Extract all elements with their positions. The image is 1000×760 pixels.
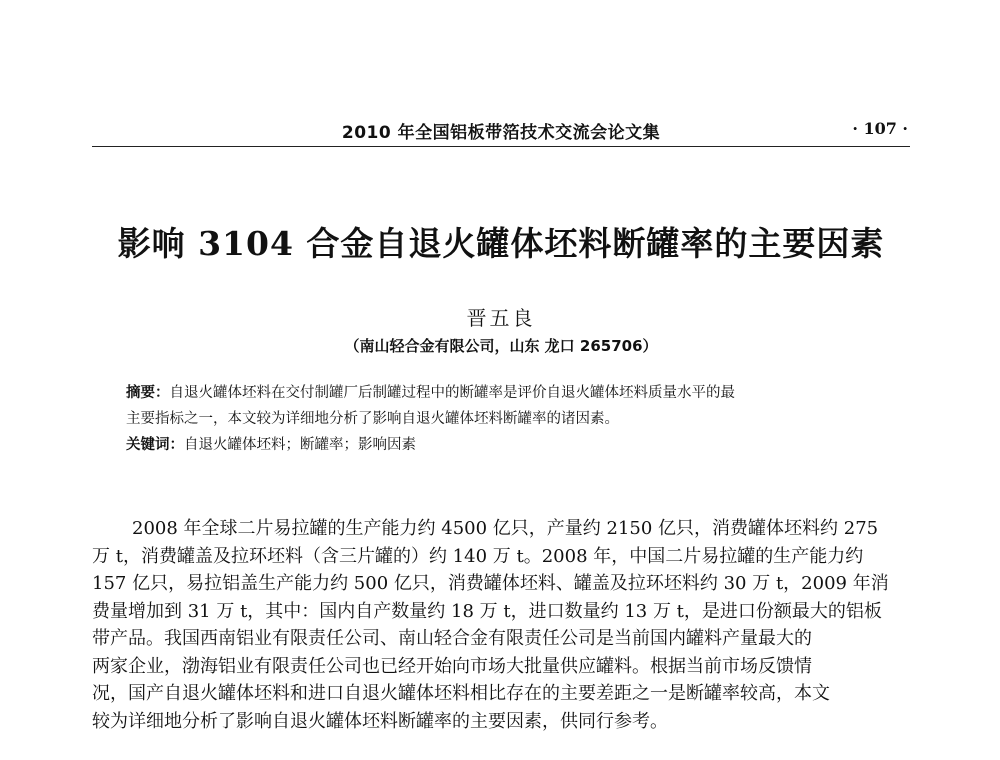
body-line: 157 亿只，易拉铝盖生产能力约 500 亿只，消费罐体坯料、罐盖及拉环坯料约 30 万 t，2009 年消 bbox=[92, 573, 889, 594]
keywords-line bbox=[126, 432, 876, 458]
abstract-block bbox=[126, 380, 876, 458]
body-line: 带产品。我国西南铝业有限责任公司、南山轻合金有限责任公司是当前国内罐料产量最大的 bbox=[92, 628, 812, 649]
page-number: · 107 · bbox=[852, 119, 908, 138]
body-line: 2008 年全球二片易拉罐的生产能力约 4500 亿只，产量约 2150 亿只，消费罐体坯料约 275 bbox=[132, 518, 879, 539]
keywords-label: 关键词： bbox=[126, 436, 184, 453]
journal-name: 2010 年全国铝板带箔技术交流会论文集 bbox=[341, 123, 661, 143]
body-line: 费量增加到 31 万 t，其中：国内自产数量约 18 万 t，进口数量约 13 万 t，是进口份额最大的铝板 bbox=[92, 600, 882, 622]
running-header bbox=[92, 118, 910, 147]
body-line: 两家企业，渤海铝业有限责任公司也已经开始向市场大批量供应罐料。根据当前市场反馈情 bbox=[92, 655, 812, 677]
abstract-line: 主要指标之一，本文较为详细地分析了影响自退火罐体坯料断罐率的诸因素。 bbox=[126, 411, 619, 427]
article-title: 影响 3104 合金自退火罐体坯料断罐率的主要因素 bbox=[117, 224, 885, 263]
body-line: 较为详细地分析了影响自退火罐体坯料断罐率的主要因素，供同行参考。 bbox=[92, 710, 668, 732]
body-paragraph bbox=[92, 515, 910, 735]
abstract-label: 摘要： bbox=[126, 384, 170, 401]
abstract-text: 自退火罐体坯料在交付制罐厂后制罐过程中的断罐率是评价自退火罐体坯料质量水平的最 bbox=[169, 385, 735, 401]
keywords-text: 自退火罐体坯料；断罐率；影响因素 bbox=[184, 437, 416, 453]
body-line: 万 t，消费罐盖及拉环坯料（含三片罐的）约 140 万 t。2008 年，中国二片易拉罐的生产能力约 bbox=[92, 545, 864, 567]
abstract-line bbox=[126, 380, 876, 406]
author-name: 晋五良 bbox=[466, 306, 536, 330]
body-line: 况，国产自退火罐体坯料和进口自退火罐体坯料相比存在的主要差距之一是断罐率较高，本文 bbox=[92, 683, 830, 704]
author-affiliation: （南山轻合金有限公司，山东 龙口 265706） bbox=[344, 337, 658, 355]
